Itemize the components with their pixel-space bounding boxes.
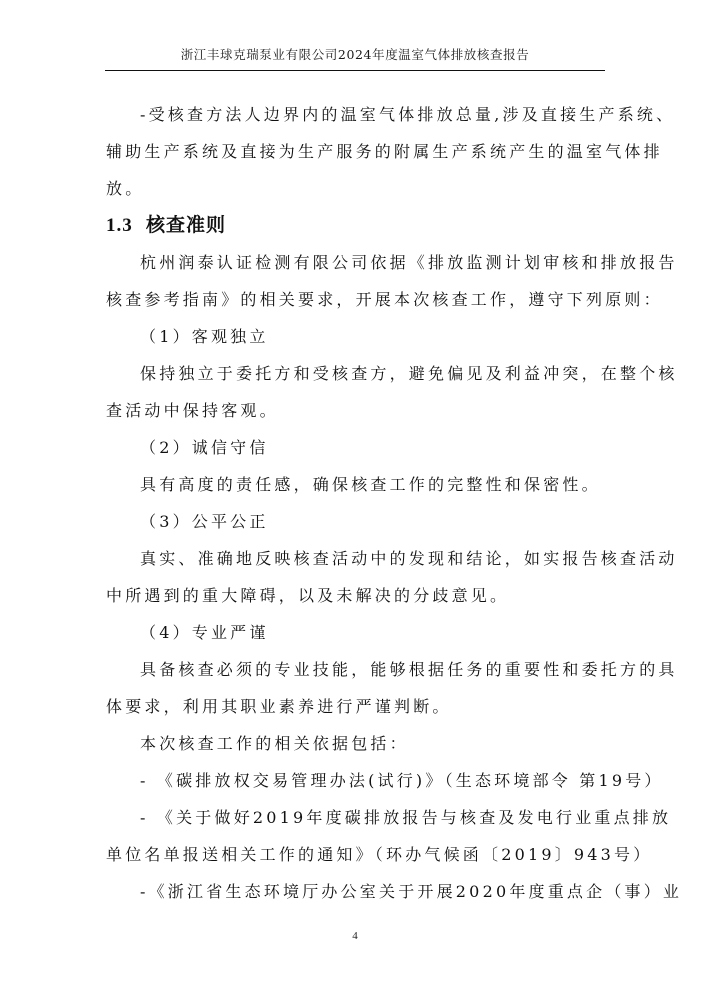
paragraph-line: 杭州润泰认证检测有限公司依据《排放监测计划审核和排放报告 <box>140 253 678 272</box>
document-body <box>106 96 683 910</box>
principle-4 <box>106 614 678 725</box>
principle-2 <box>106 429 606 503</box>
section-heading <box>106 207 606 244</box>
basis-intro: 本次核查工作的相关依据包括： <box>140 734 409 753</box>
paragraph-line: 放。 <box>106 179 145 198</box>
paragraph-line: -受核查方法人边界内的温室气体排放总量,涉及直接生产系统、 <box>140 105 676 124</box>
paragraph-line: 核查参考指南》的相关要求，开展本次核查工作，遵守下列原则： <box>106 290 663 309</box>
page-header-title: 浙江丰球克瑞泵业有限公司2024年度温室气体排放核查报告 <box>180 47 530 62</box>
paragraph-line: 具有高度的责任感，确保核查工作的完整性和保密性。 <box>140 475 601 494</box>
intro-paragraph <box>106 96 676 207</box>
section-number: 1.3 <box>106 215 133 236</box>
paragraph-line: 中所遇到的重大障碍，以及未解决的分歧意见。 <box>106 586 510 605</box>
paragraph-line: 辅助生产系统及直接为生产服务的附属生产系统产生的温室气体排 <box>106 142 663 161</box>
basis-item-3 <box>106 873 683 910</box>
guideline-paragraph <box>106 244 678 318</box>
header-divider <box>105 70 605 71</box>
principle-label: （1）客观独立 <box>140 327 269 346</box>
section-title: 核查准则 <box>146 215 227 236</box>
principle-label: （3）公平公正 <box>140 512 269 531</box>
list-item-line: - 《关于做好2019年度碳排放报告与核查及发电行业重点排放 <box>140 808 672 827</box>
basis-item-2 <box>106 799 672 873</box>
paragraph-line: 查活动中保持客观。 <box>106 401 279 420</box>
principle-label: （4）专业严谨 <box>140 623 269 642</box>
list-item-line: -《浙江省生态环境厅办公室关于开展2020年度重点企（事）业 <box>140 882 683 901</box>
paragraph-line: 保持独立于委托方和受核查方，避免偏见及利益冲突，在整个核 <box>140 364 678 383</box>
paragraph-line: 真实、准确地反映核查活动中的发现和结论，如实报告核查活动 <box>140 549 678 568</box>
page-number: 4 <box>352 930 358 942</box>
paragraph-line: 体要求，利用其职业素养进行严谨判断。 <box>106 697 452 716</box>
principle-label: （2）诚信守信 <box>140 438 269 457</box>
principle-1 <box>106 318 678 429</box>
principle-3 <box>106 503 678 614</box>
paragraph-line: 具备核查必须的专业技能，能够根据任务的重要性和委托方的具 <box>140 660 678 679</box>
basis-item-1 <box>106 762 664 799</box>
list-item-line: - 《碳排放权交易管理办法(试行)》（生态环境部令 第19号） <box>140 771 664 790</box>
list-item-line: 单位名单报送相关工作的通知》（环办气候函〔2019〕943号） <box>106 845 653 864</box>
